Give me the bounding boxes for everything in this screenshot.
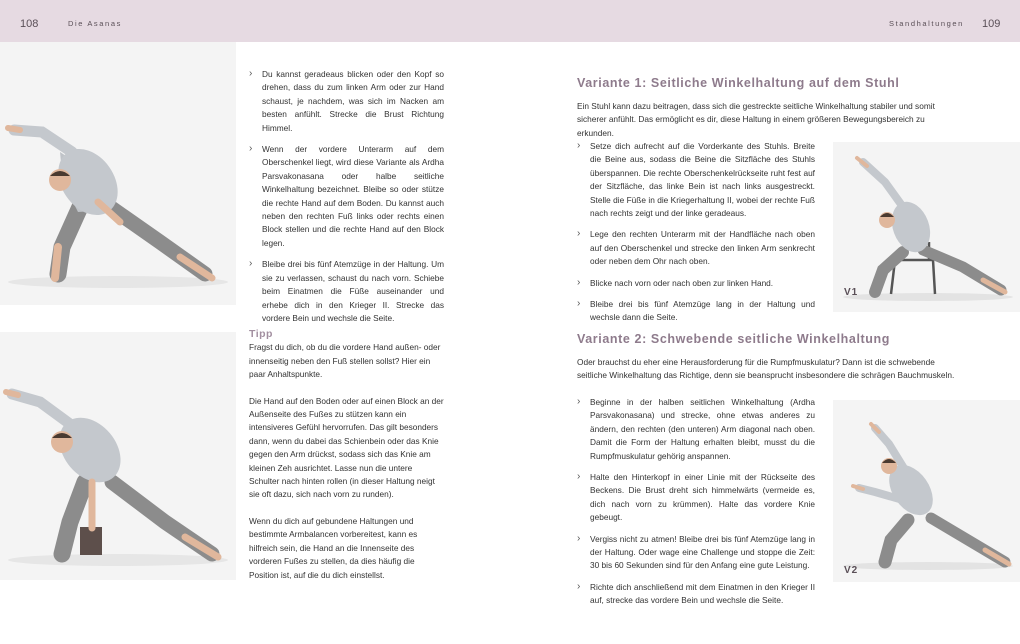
floating-side-angle-icon xyxy=(833,400,1020,582)
list-item: › Vergiss nicht zu atmen! Bleibe drei bis fünf Atemzüge lang in der Haltung. Oder wage eine Challenge und stoppe die Zeit: 30 bis 60 Sekunden sind für den Anfang eine gute Leistung. xyxy=(577,533,815,573)
tip-paragraph: Wenn du dich auf gebundene Haltungen und bestimmte Armbalancen vorbereitest, kann es hilfreich sein, die Hand an die Innenseite des vorderen Fußes zu stellen, da dies häufig die Position ist, auf die du dich einstellst. xyxy=(249,515,418,580)
page-header xyxy=(0,0,1020,42)
variant1-steps xyxy=(577,140,815,333)
page-number-left: 108 xyxy=(20,18,39,30)
variant1-photo xyxy=(833,142,1020,312)
list-item: › Setze dich aufrecht auf die Vorderkante des Stuhls. Breite die Beine aus, sodass die Beine die Sitzfläche des Stuhls überspannen. Die rechte Oberschenkelrückseite ruht fest auf der Sitzfläche, das linke Bein ist nach links ausgestreckt. Stelle die Füße in die Kriegerhaltung II, wobei der rechte Fuß nach rechts zeigt und der linke geradeaus. xyxy=(577,140,815,220)
tip-box xyxy=(249,328,444,595)
tip-title: Tipp xyxy=(249,328,273,340)
list-item: › Richte dich anschließend mit dem Einatmen in den Krieger II auf, strecke das vordere Bein und wechsle die Seite. xyxy=(577,581,815,608)
variant1-intro: Ein Stuhl kann dazu beitragen, dass sich die gestreckte seitliche Winkelhaltung stabiler und somit sicherer anfühlt. Das ermöglicht es dir, diese Haltung in einem größeren Bewegungsbereich zu erkunden. xyxy=(577,101,935,138)
variant2-intro: Oder brauchst du eher eine Herausforderung für die Rumpfmuskulatur? Dann ist die schwebende seitliche Winkelhaltung das Richtige, denn sie beansprucht insbesondere die schrägen Bauchmuskeln. xyxy=(577,357,955,381)
variant2-steps xyxy=(577,396,815,616)
variant2-label: V2 xyxy=(844,565,859,576)
tip-paragraph: Fragst du dich, ob du die vordere Hand außen- oder innenseitig neben den Fuß stellen sollst? Hier ein paar Anhaltspunkte. xyxy=(249,342,441,380)
variant2-photo xyxy=(833,400,1020,582)
page-number-right: 109 xyxy=(982,18,1001,30)
variant2-title: Variante 2: Schwebende seitliche Winkelhaltung xyxy=(577,332,890,346)
list-item: › Du kannst geradeaus blicken oder den Kopf so drehen, dass du zum linken Arm oder zur Hand schaust, je nachdem, was sich im Nacken am besten anfühlt. Strecke die Brust Richtung Himmel. xyxy=(249,68,444,135)
list-item: › Bleibe drei bis fünf Atemzüge in der Haltung. Um sie zu verlassen, schaust du nach vorn. Schiebe beim Einatmen die Füße auseinander und erhebe dich in den Krieger II. Strecke das vordere Bein und wechsle die Seite. xyxy=(249,258,444,325)
list-item: › Blicke nach vorn oder nach oben zur linken Hand. xyxy=(577,277,815,290)
variant1-title: Variante 1: Seitliche Winkelhaltung auf dem Stuhl xyxy=(577,76,900,90)
pose-photo-block xyxy=(0,332,236,580)
chair-side-angle-icon xyxy=(833,142,1020,312)
list-item: › Beginne in der halben seitlichen Winkelhaltung (Ardha Parsvakonasana) und strecke, ohne etwas anderes zu ändern, den rechten (den unteren) Arm diagonal nach oben. Damit die Form der Haltung erhalten bleibt, musst du die Rumpfmuskulatur gehörig anspannen. xyxy=(577,396,815,463)
list-item: › Wenn der vordere Unterarm auf dem Oberschenkel liegt, wird diese Variante als Ardha Parsvakonasana oder halbe seitliche Winkelhaltung bezeichnet. Bleibe so oder stütze die rechte Hand auf dem Boden. Du kannst auch neben den rechten Fuß links oder rechts einen Block stellen und die rechte Hand auf den Block legen. xyxy=(249,143,444,250)
side-angle-with-block-icon xyxy=(0,332,236,580)
extended-side-angle-icon xyxy=(0,42,236,305)
tip-paragraph: Die Hand auf den Boden oder auf einen Block an der Außenseite des Fußes zu stützen kann ein intensiveres Gefühl hervorrufen. Das gilt besonders dann, wenn du dabei das Schienbein oder das Knie gegen den Arm drückst, sodass sich das Knie am kleinen Zeh ausrichtet. Lasse nun die untere Schulter nach hinten rollen (in dieser Haltung neigt sie oft dazu, sich nach vorn zu runden). xyxy=(249,395,444,500)
list-item: › Halte den Hinterkopf in einer Linie mit der Rückseite des Beckens. Die Brust dreht sich himmelwärts (vermeide es, dich nach vorn zu krümmen). Halte das vordere Knie gebeugt. xyxy=(577,471,815,525)
pose-photo-top xyxy=(0,42,236,305)
list-item: › Lege den rechten Unterarm mit der Handfläche nach oben auf den Oberschenkel und strecke den linken Arm senkrecht oder neben dem Ohr nach oben. xyxy=(577,228,815,268)
section-title-left: Die Asanas xyxy=(68,19,122,28)
section-title-right: Standhaltungen xyxy=(889,19,964,28)
left-text-column xyxy=(249,68,444,333)
list-item: › Bleibe drei bis fünf Atemzüge lang in der Haltung und wechsle dann die Seite. xyxy=(577,298,815,325)
variant1-label: V1 xyxy=(844,287,859,298)
